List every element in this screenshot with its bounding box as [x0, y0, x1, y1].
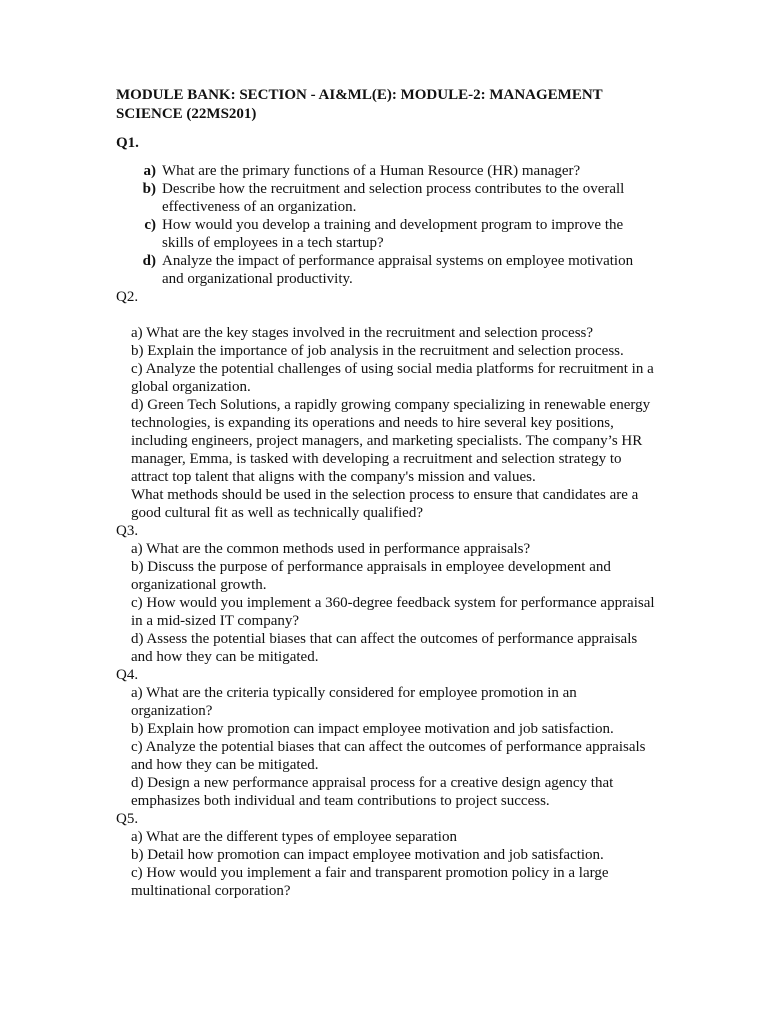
- item-letter: c): [144, 217, 156, 233]
- question-5-item: c) How would you implement a fair and transparent promotion policy in a large multinational corporation?: [131, 865, 609, 899]
- question-1-item: [116, 162, 656, 180]
- question-3-item: c) How would you implement a 360-degree feedback system for performance appraisal in a mid-sized IT company?: [131, 595, 655, 629]
- item-letter: a): [143, 163, 156, 179]
- page-title: MODULE BANK: SECTION - AI&ML(E): MODULE-2: MANAGEMENT SCIENCE (22MS201): [116, 87, 603, 122]
- question-2-item: c) Analyze the potential challenges of using social media platforms for recruitment in a global organization.: [131, 361, 654, 395]
- question-5-label: Q5.: [116, 811, 139, 827]
- question-2-item: What methods should be used in the selection process to ensure that candidates are a good cultural fit as well as technically qualified?: [131, 487, 639, 521]
- question-4-label: Q4.: [116, 667, 139, 683]
- question-2-label: Q2.: [116, 289, 139, 305]
- document-page: [116, 86, 656, 900]
- question-4-item: c) Analyze the potential biases that can affect the outcomes of performance appraisals and how they can be mitigated.: [131, 739, 646, 773]
- question-5-item: b) Detail how promotion can impact employee motivation and job satisfaction.: [131, 847, 604, 863]
- item-text: How would you develop a training and development program to improve the skills of employees in a tech startup?: [162, 217, 624, 251]
- question-3-label: Q3.: [116, 523, 139, 539]
- question-3-item: b) Discuss the purpose of performance appraisals in employee development and organizational growth.: [131, 559, 611, 593]
- question-1-item: [116, 216, 656, 252]
- question-4-item: b) Explain how promotion can impact employee motivation and job satisfaction.: [131, 721, 614, 737]
- question-4-item: d) Design a new performance appraisal process for a creative design agency that emphasizes both individual and team contributions to project success.: [131, 775, 614, 809]
- question-2-item: a) What are the key stages involved in the recruitment and selection process?: [131, 325, 594, 341]
- question-1-list: [116, 162, 656, 288]
- question-5-item: a) What are the different types of employee separation: [131, 829, 457, 845]
- question-1-label: Q1.: [116, 135, 139, 151]
- item-text: What are the primary functions of a Human Resource (HR) manager?: [162, 163, 581, 179]
- question-2-item: d) Green Tech Solutions, a rapidly growing company specializing in renewable energy technologies, is expanding its operations and needs to hire several key positions, including engineers, project managers, and marketing specialists. The company’s HR manager, Emma, is tasked with developing a recruitment and selection strategy to attract top talent that aligns with the company's mission and values.: [131, 397, 651, 485]
- spacer: [116, 306, 656, 324]
- question-1-item: [116, 252, 656, 288]
- question-3-item: d) Assess the potential biases that can affect the outcomes of performance appraisals and how they can be mitigated.: [131, 631, 638, 665]
- item-text: Describe how the recruitment and selection process contributes to the overall effectiveness of an organization.: [162, 181, 625, 215]
- question-4-item: a) What are the criteria typically considered for employee promotion in an organization?: [131, 685, 577, 719]
- item-letter: b): [142, 181, 156, 197]
- question-3-item: a) What are the common methods used in performance appraisals?: [131, 541, 531, 557]
- question-2-item: b) Explain the importance of job analysis in the recruitment and selection process.: [131, 343, 624, 359]
- item-letter: d): [142, 253, 156, 269]
- question-1-item: [116, 180, 656, 216]
- item-text: Analyze the impact of performance appraisal systems on employee motivation and organizational productivity.: [162, 253, 634, 287]
